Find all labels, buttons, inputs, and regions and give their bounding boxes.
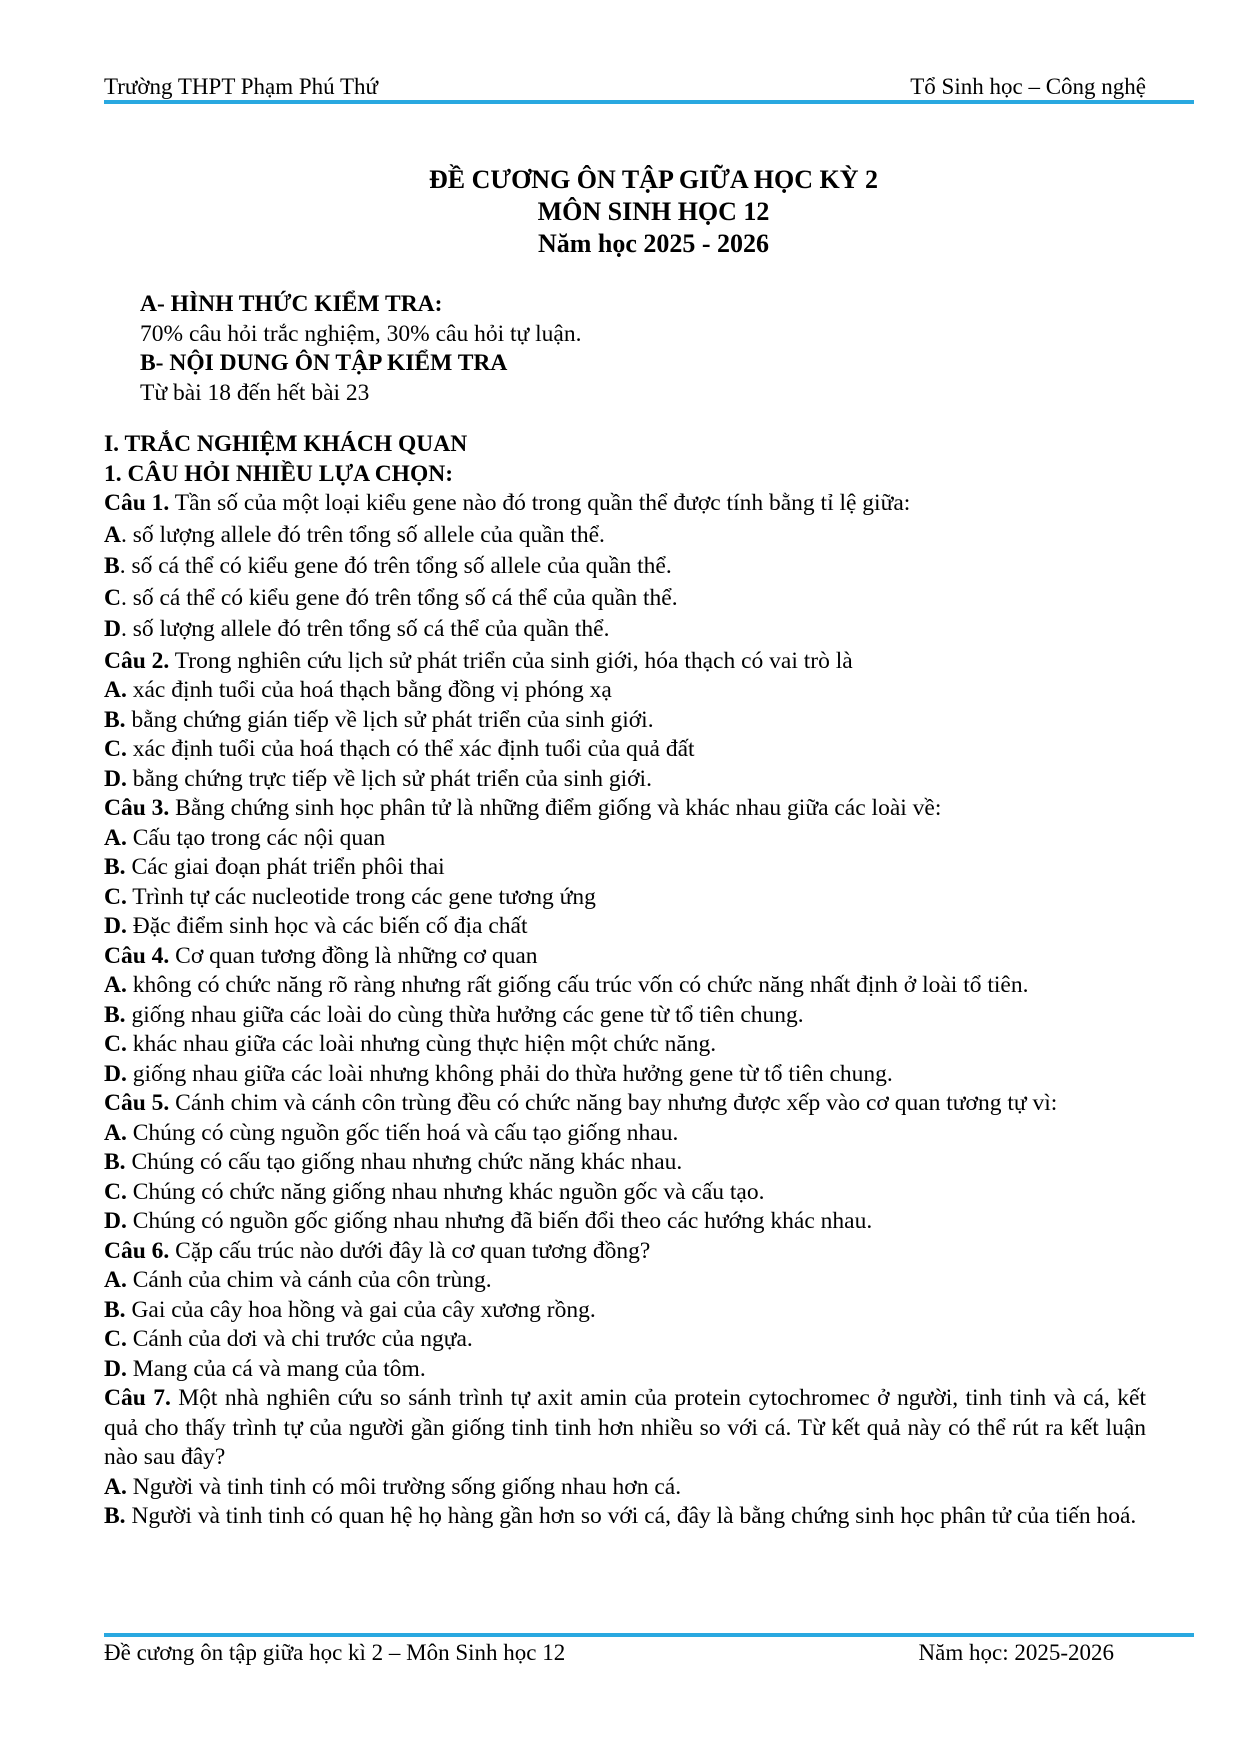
- option-text: Cấu tạo trong các nội quan: [126, 824, 386, 851]
- option-text: Mang của cá và mang của tôm.: [126, 1355, 426, 1382]
- document-title: [0, 164, 1241, 260]
- option-key: A: [104, 521, 121, 548]
- question-text: Cơ quan tương đồng là những cơ quan: [169, 942, 538, 969]
- option-key: C.: [104, 883, 127, 910]
- section-a: [104, 290, 1146, 349]
- option-text: Cánh của dơi và chi trước của ngựa.: [126, 1326, 473, 1352]
- header-rule: [104, 100, 1194, 104]
- option-key: D.: [104, 913, 127, 939]
- option-text: Chúng có cấu tạo giống nhau nhưng chức năng khác nhau.: [125, 1149, 683, 1175]
- option-key: D.: [104, 1208, 127, 1234]
- footer-rule: [104, 1633, 1194, 1637]
- option-key: B.: [104, 1149, 126, 1175]
- option-key: A.: [104, 972, 127, 998]
- option-text: . số lượng allele đó trên tổng số cá thể của quần thể.: [120, 616, 610, 642]
- option: [104, 1207, 1146, 1237]
- section-b: [104, 349, 1146, 408]
- question: [104, 1384, 1146, 1473]
- option: [104, 521, 1146, 551]
- question-number: Câu 7.: [104, 1385, 171, 1411]
- question: [104, 1237, 1146, 1267]
- option: [104, 584, 1146, 614]
- option: [104, 552, 1146, 582]
- option-text: . số lượng allele đó trên tổng số allele của quần thể.: [120, 521, 605, 548]
- option: [104, 706, 1146, 736]
- question-text: Tần số của một loại kiểu gene nào đó trong quần thể được tính bằng tỉ lệ giữa:: [169, 490, 911, 516]
- question: [104, 647, 1146, 677]
- option: [104, 1473, 1146, 1503]
- option-key: B.: [104, 706, 126, 733]
- school-name: Trường THPT Phạm Phú Thứ: [104, 74, 378, 99]
- option: [104, 1001, 1146, 1031]
- option-key: B.: [104, 1001, 126, 1028]
- option-key: B.: [104, 1503, 126, 1529]
- option-text: . số cá thể có kiểu gene đó trên tổng số cá thể của quần thể.: [120, 584, 678, 611]
- option: [104, 735, 1146, 765]
- question-text: Trong nghiên cứu lịch sử phát triển của sinh giới, hóa thạch có vai trò là: [169, 647, 853, 674]
- section-b-heading: B- NỘI DUNG ÔN TẬP KIỂM TRA: [140, 350, 508, 376]
- option-text: bằng chứng gián tiếp về lịch sử phát triển của sinh giới.: [125, 706, 654, 733]
- question-number: Câu 1.: [104, 490, 170, 516]
- option: [104, 1119, 1146, 1149]
- page-footer: [104, 1640, 1114, 1670]
- footer-left: Đề cương ôn tập giữa học kì 2 – Môn Sinh học 12: [104, 1640, 566, 1665]
- option: [104, 971, 1146, 1001]
- option: [104, 883, 1146, 913]
- option: [104, 1030, 1146, 1060]
- option: [104, 1178, 1146, 1208]
- section-b-text: Từ bài 18 đến hết bài 23: [140, 379, 370, 406]
- option: [104, 676, 1146, 706]
- option-key: A.: [104, 677, 127, 703]
- option-text: bằng chứng trực tiếp về lịch sử phát triển của sinh giới.: [126, 765, 652, 792]
- option-key: A.: [104, 1119, 127, 1146]
- option-text: giống nhau giữa các loài nhưng không phải do thừa hưởng gene từ tổ tiên chung.: [126, 1060, 893, 1087]
- title-line-1: ĐỀ CƯƠNG ÔN TẬP GIỮA HỌC KỲ 2: [428, 165, 878, 194]
- question: [104, 489, 1146, 519]
- option: [104, 1355, 1146, 1385]
- section-a-heading: A- HÌNH THỨC KIỂM TRA:: [140, 291, 443, 317]
- option-key: D.: [104, 765, 127, 792]
- question-number: Câu 6.: [104, 1237, 170, 1264]
- option: [104, 1060, 1146, 1090]
- option-text: Các giai đoạn phát triển phôi thai: [125, 854, 445, 880]
- option-text: xác định tuổi của hoá thạch có thể xác định tuổi của quả đất: [126, 736, 695, 762]
- part-1-subheading: 1. CÂU HỎI NHIỀU LỰA CHỌN:: [104, 460, 454, 487]
- option: [104, 765, 1146, 795]
- footer-right: Năm học: 2025-2026: [918, 1640, 1114, 1665]
- question-text: Cặp cấu trúc nào dưới đây là cơ quan tương đồng?: [169, 1237, 651, 1264]
- option: [104, 1502, 1146, 1532]
- option-text: Chúng có chức năng giống nhau nhưng khác nguồn gốc và cấu tạo.: [126, 1178, 765, 1205]
- document-body: [104, 290, 1146, 1532]
- option: [104, 824, 1146, 854]
- question: [104, 794, 1146, 824]
- option-key: A.: [104, 824, 127, 851]
- option-text: Chúng có cùng nguồn gốc tiến hoá và cấu tạo giống nhau.: [126, 1119, 679, 1146]
- question: [104, 942, 1146, 972]
- option-text: Cánh của chim và cánh của côn trùng.: [126, 1267, 492, 1293]
- option-key: C.: [104, 1178, 127, 1205]
- section-a-text: 70% câu hỏi trắc nghiệm, 30% câu hỏi tự luận.: [140, 320, 582, 347]
- question-number: Câu 3.: [104, 795, 170, 821]
- option-key: C.: [104, 736, 127, 762]
- question-number: Câu 2.: [104, 647, 170, 674]
- option-key: C: [104, 584, 121, 611]
- option: [104, 1148, 1146, 1178]
- option-key: D.: [104, 1060, 127, 1087]
- option: [104, 1296, 1146, 1326]
- title-line-2: MÔN SINH HỌC 12: [537, 197, 770, 226]
- question-text: Bằng chứng sinh học phân tử là những điểm giống và khác nhau giữa các loài về:: [169, 795, 942, 821]
- option-key: C.: [104, 1326, 127, 1352]
- option-key: B: [104, 553, 120, 579]
- question-text: Một nhà nghiên cứu so sánh trình tự axit amin của protein cytochromec ở người, tinh tinh và cá, kết quả cho thấy trình tự của người gần giống tinh tinh hơn nhiều so với cá. Từ kết quả này có thể rút ra kết luận nào sau đây?: [104, 1385, 1146, 1470]
- question-number: Câu 4.: [104, 942, 170, 969]
- page-header: [104, 64, 1146, 104]
- option-key: D.: [104, 1355, 127, 1382]
- option-text: Người và tinh tinh có quan hệ họ hàng gần hơn so với cá, đây là bằng chứng sinh học phân tử của tiến hoá.: [125, 1503, 1137, 1529]
- option-text: Gai của cây hoa hồng và gai của cây xương rồng.: [125, 1296, 596, 1323]
- option: [104, 1325, 1146, 1355]
- option-text: khác nhau giữa các loài nhưng cùng thực hiện một chức năng.: [126, 1031, 717, 1057]
- option-text: giống nhau giữa các loài do cùng thừa hưởng các gene từ tổ tiên chung.: [125, 1001, 804, 1028]
- title-line-3: Năm học 2025 - 2026: [537, 229, 770, 258]
- option: [104, 615, 1146, 645]
- option-text: xác định tuổi của hoá thạch bằng đồng vị phóng xạ: [126, 677, 612, 703]
- option: [104, 853, 1146, 883]
- option-text: Trình tự các nucleotide trong các gene tương ứng: [126, 883, 596, 910]
- option-key: A.: [104, 1473, 127, 1500]
- option-key: B.: [104, 854, 126, 880]
- option-text: . số cá thể có kiểu gene đó trên tổng số allele của quần thể.: [119, 553, 672, 579]
- option: [104, 1266, 1146, 1296]
- option-text: không có chức năng rõ ràng nhưng rất giống cấu trúc vốn có chức năng nhất định ở loài tổ tiên.: [126, 972, 1029, 998]
- option-key: B.: [104, 1296, 126, 1323]
- option-key: A.: [104, 1267, 127, 1293]
- option-key: C.: [104, 1031, 127, 1057]
- question-text: Cánh chim và cánh côn trùng đều có chức năng bay nhưng được xếp vào cơ quan tương tự vì:: [169, 1090, 1058, 1116]
- department-name: Tổ Sinh học – Công nghệ: [910, 74, 1146, 99]
- option-key: D: [104, 616, 121, 642]
- question-number: Câu 5.: [104, 1090, 170, 1116]
- option-text: Chúng có nguồn gốc giống nhau nhưng đã biến đổi theo các hướng khác nhau.: [126, 1208, 873, 1234]
- question: [104, 1089, 1146, 1119]
- option: [104, 912, 1146, 942]
- part-1-heading: I. TRẮC NGHIỆM KHÁCH QUAN: [104, 431, 468, 457]
- option-text: Đặc điểm sinh học và các biến cố địa chất: [126, 913, 528, 939]
- option-text: Người và tinh tinh có môi trường sống giống nhau hơn cá.: [126, 1473, 682, 1500]
